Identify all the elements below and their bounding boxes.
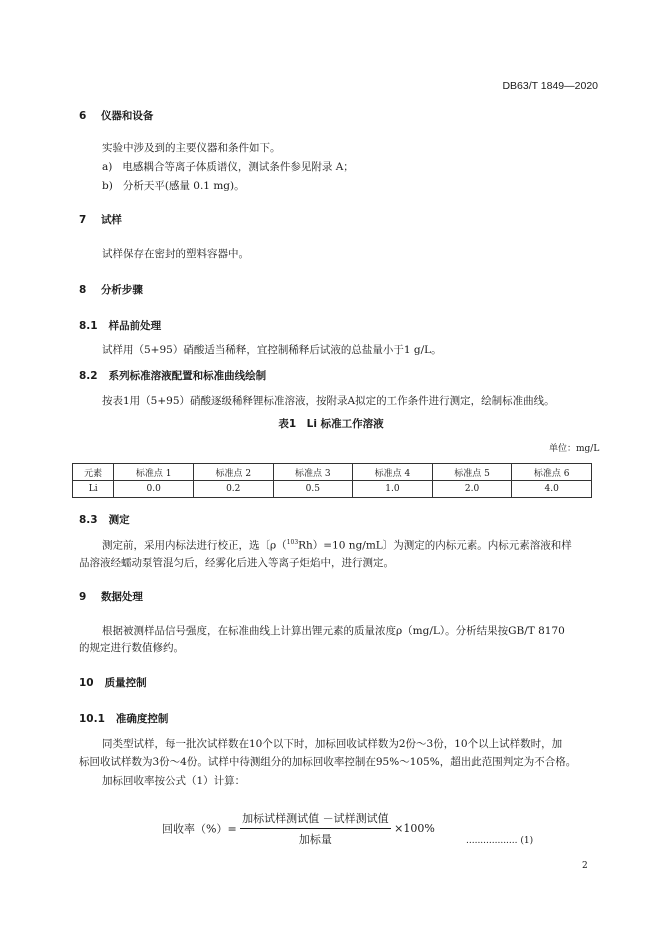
section-9-heading	[79, 589, 143, 604]
section-8-3-line-2: 品溶液经蠕动泵管混匀后，经雾化后进入等离子炬焰中，进行测定。	[79, 557, 394, 569]
section-8-1-text: 试样用（5+95）硝酸适当稀释，宜控制稀释后试液的总盐量小于1 g/L。	[102, 344, 442, 356]
formula-denominator: 加标量	[298, 833, 332, 846]
section-title: 质量控制	[104, 677, 147, 689]
formula-fraction	[240, 810, 391, 847]
table-header-cell: 标准点 4	[353, 464, 433, 481]
table-header-cell: 元素	[73, 464, 114, 481]
table-cell: 4.0	[512, 481, 592, 498]
section-6-intro: 实验中涉及到的主要仪器和条件如下。	[102, 142, 281, 154]
section-number: 6	[79, 110, 87, 122]
page-number: 2	[582, 861, 588, 871]
section-10-1-heading	[79, 711, 168, 726]
list-marker: a)	[102, 161, 113, 173]
section-title: 试样	[100, 214, 122, 226]
table-caption: 表1 Li 标准工作溶液	[278, 418, 384, 430]
table-header-row	[73, 464, 592, 481]
formula-number-line	[466, 836, 533, 846]
text-segment: Rh）=10 ng/mL〕为测定的内标元素。内标元素溶液和样	[298, 539, 572, 552]
section-10-1-line-3: 加标回收率按公式（1）计算：	[102, 775, 246, 787]
table-row	[73, 481, 592, 498]
section-9-line-2: 的规定进行数值修约。	[79, 642, 184, 654]
section-8-1-heading	[79, 318, 161, 333]
list-marker: b)	[102, 180, 113, 192]
section-7-heading	[79, 212, 122, 227]
table-cell: 1.0	[353, 481, 433, 498]
isotope-superscript: 103	[286, 539, 299, 546]
section-10-1-line-2: 标回收试样数为3份～4份。试样中待测组分的加标回收率控制在95%～105%，超出此范围判定为不合格。	[79, 756, 577, 768]
section-6-item-a	[102, 157, 354, 177]
table-header-cell: 标准点 3	[273, 464, 353, 481]
recovery-formula	[162, 810, 435, 847]
section-10-heading	[79, 675, 147, 690]
table-cell: 0.5	[273, 481, 353, 498]
section-7-text: 试样保存在密封的塑料容器中。	[102, 248, 249, 260]
formula-number: (1)	[520, 836, 534, 846]
table-cell: 2.0	[432, 481, 512, 498]
section-6-item-b	[102, 176, 245, 196]
section-8-3-heading	[79, 512, 130, 527]
formula-leader-dots: ..................	[466, 836, 518, 846]
section-number: 8.3	[79, 514, 98, 526]
table-cell: 0.2	[193, 481, 273, 498]
text-segment: 测定前，采用内标法进行校正，选〔ρ（	[102, 539, 287, 552]
section-number: 8.1	[79, 320, 98, 332]
table-cell: 0.0	[114, 481, 194, 498]
standard-solution-table	[72, 463, 592, 498]
section-8-2-text: 按表1用（5+95）硝酸逐级稀释锂标准溶液，按附录A拟定的工作条件进行测定，绘制标准曲线。	[102, 395, 555, 407]
formula-numerator: 加标试样测试值 －试样测试值	[240, 810, 391, 829]
table-header-cell: 标准点 6	[512, 464, 592, 481]
section-8-2-heading	[79, 368, 266, 383]
list-text: 分析天平(感量 0.1 mg)。	[122, 180, 245, 192]
section-title: 仪器和设备	[100, 110, 154, 122]
table-cell: Li	[73, 481, 114, 498]
standard-code: DB63/T 1849—2020	[502, 80, 598, 92]
section-title: 分析步骤	[100, 284, 143, 296]
table-header-cell: 标准点 2	[193, 464, 273, 481]
formula-multiplier: ×100%	[394, 822, 435, 835]
section-number: 10	[79, 677, 94, 689]
section-title: 样品前处理	[108, 320, 162, 332]
section-9-line-1: 根据被测样品信号强度，在标准曲线上计算出锂元素的质量浓度ρ（mg/L）。分析结果按GB/T 8170	[102, 625, 565, 637]
section-number: 10.1	[79, 713, 105, 725]
section-title: 系列标准溶液配置和标准曲线绘制	[108, 370, 267, 382]
section-title: 准确度控制	[115, 713, 169, 725]
section-number: 8	[79, 284, 87, 296]
section-number: 9	[79, 591, 87, 603]
section-6-heading	[79, 108, 153, 123]
section-number: 7	[79, 214, 87, 226]
table-unit-label: 单位：mg/L	[549, 444, 600, 454]
list-text: 电感耦合等离子体质谱仪，测试条件参见附录 A；	[122, 161, 354, 173]
section-8-heading	[79, 282, 143, 297]
table-header-cell: 标准点 1	[114, 464, 194, 481]
section-10-1-line-1: 同类型试样，每一批次试样数在10个以下时，加标回收试样数为2份～3份，10个以上试样数时，加	[102, 738, 563, 750]
section-title: 数据处理	[100, 591, 143, 603]
table-header-cell: 标准点 5	[432, 464, 512, 481]
section-number: 8.2	[79, 370, 98, 382]
section-title: 测定	[108, 514, 130, 526]
formula-lhs: 回收率（%）=	[162, 822, 237, 836]
